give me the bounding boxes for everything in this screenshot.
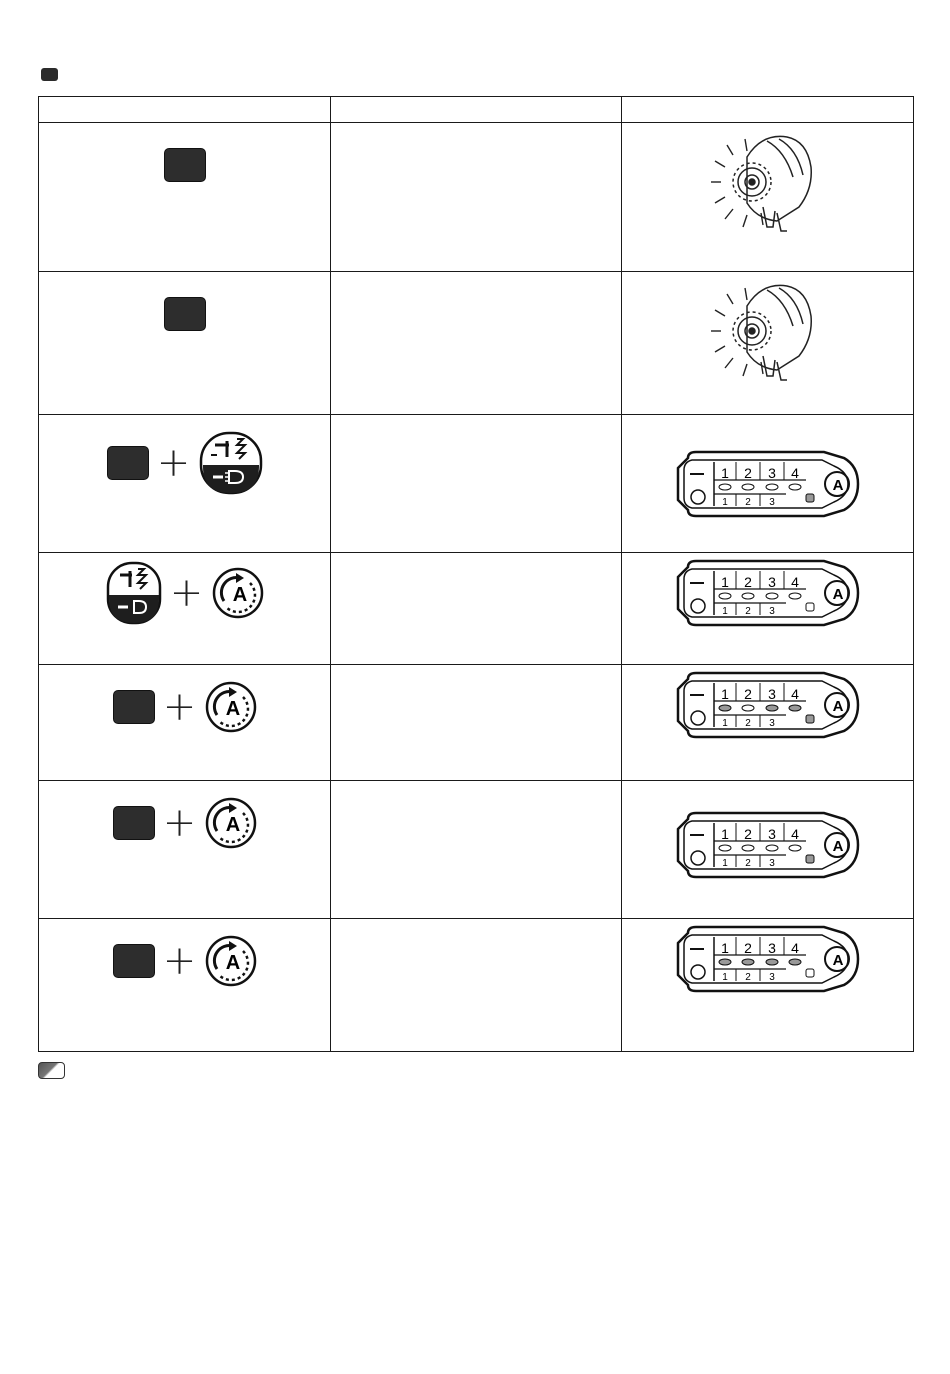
panel-number: 3 <box>768 940 776 956</box>
table-row <box>39 123 914 272</box>
panel-number: 2 <box>744 686 752 702</box>
panel-a-label: A <box>832 477 844 494</box>
control-panel-icon <box>674 671 860 741</box>
panel-number: 2 <box>745 718 751 729</box>
a-label: A <box>225 698 240 720</box>
panel-number: 1 <box>722 858 728 869</box>
description-cell <box>331 415 622 553</box>
control-panel-icon <box>674 925 860 995</box>
a-mode-button-icon <box>212 567 264 619</box>
picture-cell <box>622 781 914 919</box>
table-row <box>39 665 914 781</box>
plus-sign: + <box>169 570 204 616</box>
panel-number: 3 <box>768 686 776 702</box>
panel-number: 1 <box>721 826 729 842</box>
dark-key-icon <box>113 806 155 840</box>
dark-key-icon <box>113 690 155 724</box>
picture-cell <box>622 553 914 665</box>
table-row <box>39 272 914 415</box>
light-button-icon <box>199 431 263 495</box>
picture-cell <box>622 665 914 781</box>
panel-number: 2 <box>744 826 752 842</box>
dark-key-icon <box>113 944 155 978</box>
dark-key-icon <box>164 297 206 331</box>
note-swatch-icon <box>38 1062 65 1079</box>
a-label: A <box>232 584 247 606</box>
picture-cell <box>622 123 914 272</box>
plus-sign: + <box>162 938 197 984</box>
panel-number: 3 <box>769 718 775 729</box>
table-row <box>39 415 914 553</box>
panel-number: 4 <box>791 574 799 590</box>
header-cell <box>622 97 914 123</box>
panel-number: 4 <box>791 465 799 481</box>
control-panel-icon <box>674 450 860 520</box>
control-panel-icon <box>674 811 860 881</box>
description-cell <box>331 781 622 919</box>
dark-key-icon <box>41 68 58 81</box>
panel-number: 3 <box>769 858 775 869</box>
panel-number: 4 <box>791 686 799 702</box>
operation-cell <box>39 781 331 919</box>
panel-a-label: A <box>832 586 844 603</box>
panel-number: 2 <box>744 465 752 481</box>
panel-number: 1 <box>721 940 729 956</box>
description-cell <box>331 919 622 1052</box>
a-mode-button-icon <box>205 681 257 733</box>
picture-cell <box>622 415 914 553</box>
panel-number: 1 <box>722 718 728 729</box>
panel-a-label: A <box>832 838 844 855</box>
picture-cell <box>622 272 914 415</box>
header-cell <box>331 97 622 123</box>
panel-number: 3 <box>768 465 776 481</box>
panel-number: 3 <box>769 497 775 508</box>
panel-number: 2 <box>745 858 751 869</box>
panel-number: 3 <box>768 574 776 590</box>
description-cell <box>331 272 622 415</box>
settings-table <box>38 96 914 1052</box>
panel-number: 4 <box>791 826 799 842</box>
table-row <box>39 553 914 665</box>
dark-key-icon <box>164 148 206 182</box>
panel-a-label: A <box>832 952 844 969</box>
tool-light-icon <box>707 127 827 237</box>
panel-number: 1 <box>722 606 728 617</box>
description-cell <box>331 553 622 665</box>
description-cell <box>331 665 622 781</box>
a-label: A <box>225 814 240 836</box>
panel-number: 1 <box>722 497 728 508</box>
table-row <box>39 781 914 919</box>
plus-sign: + <box>162 684 197 730</box>
panel-number: 2 <box>745 497 751 508</box>
a-mode-button-icon <box>205 797 257 849</box>
light-button-icon <box>106 561 162 625</box>
panel-number: 1 <box>721 465 729 481</box>
panel-number: 2 <box>745 606 751 617</box>
control-panel-icon <box>674 559 860 629</box>
tool-light-icon <box>707 276 827 386</box>
panel-number: 3 <box>769 606 775 617</box>
table-header <box>39 97 914 123</box>
panel-number: 2 <box>744 574 752 590</box>
panel-a-label: A <box>832 698 844 715</box>
picture-cell <box>622 919 914 1052</box>
description-cell <box>331 123 622 272</box>
a-label: A <box>225 952 240 974</box>
operation-cell <box>39 123 331 272</box>
panel-number: 4 <box>791 940 799 956</box>
panel-number: 3 <box>769 972 775 983</box>
operation-cell <box>39 553 331 665</box>
panel-number: 1 <box>721 686 729 702</box>
operation-cell <box>39 415 331 553</box>
panel-number: 1 <box>722 972 728 983</box>
plus-sign: + <box>156 440 191 486</box>
plus-sign: + <box>162 800 197 846</box>
panel-number: 3 <box>768 826 776 842</box>
panel-number: 2 <box>744 940 752 956</box>
operation-cell <box>39 919 331 1052</box>
panel-number: 2 <box>745 972 751 983</box>
panel-number: 1 <box>721 574 729 590</box>
table-row <box>39 919 914 1052</box>
dark-key-icon <box>107 446 149 480</box>
operation-cell <box>39 272 331 415</box>
a-mode-button-icon <box>205 935 257 987</box>
operation-cell <box>39 665 331 781</box>
header-cell <box>39 97 331 123</box>
